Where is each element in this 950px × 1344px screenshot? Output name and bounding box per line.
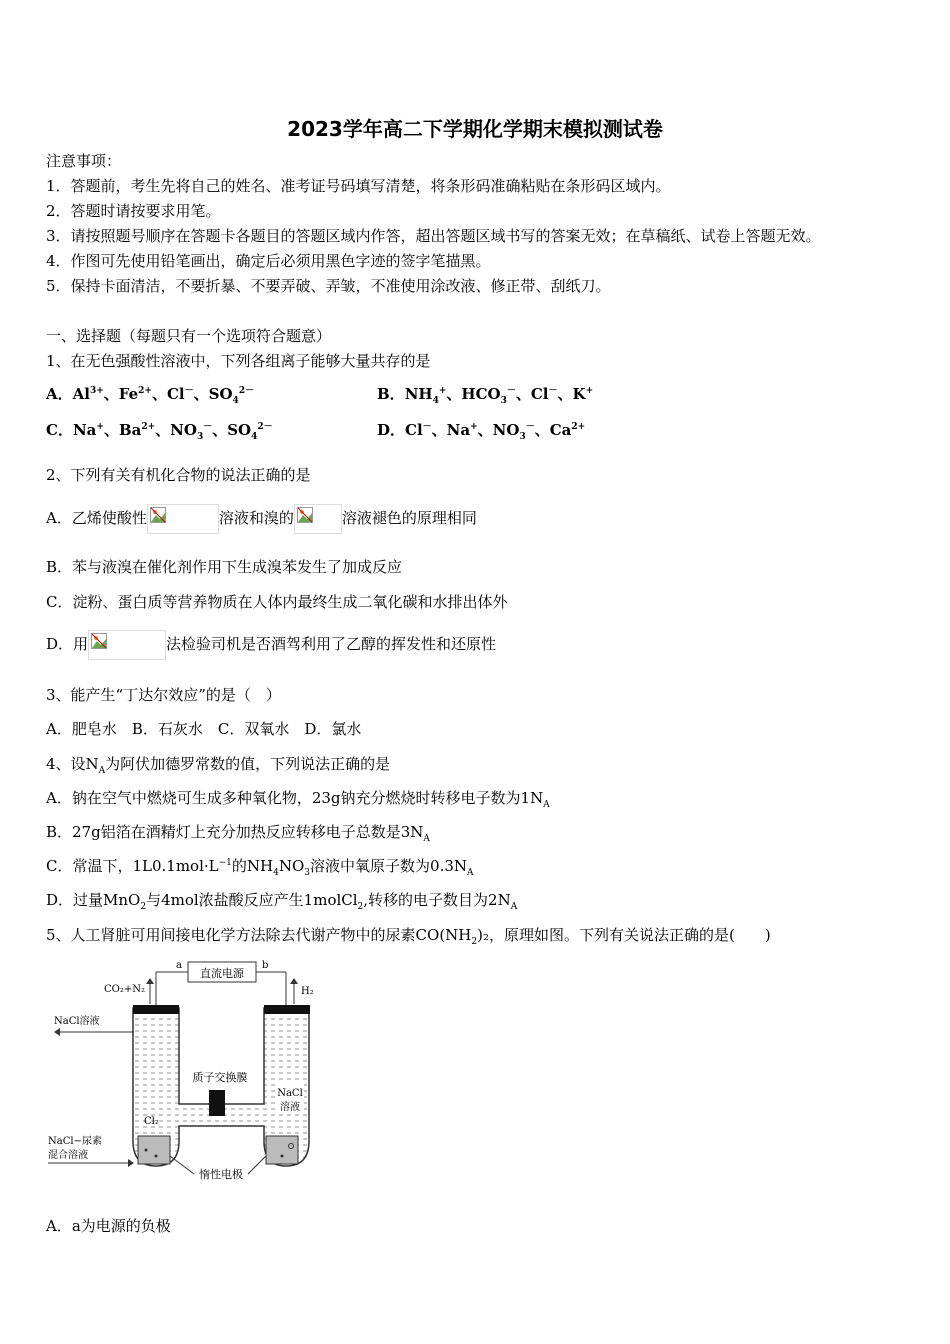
question-stem: 2、下列有关有机化合物的说法正确的是 bbox=[46, 466, 311, 484]
q3-options: A．肥皂水 B．石灰水 C．双氧水 D．氯水 bbox=[46, 720, 362, 738]
cl2-label: Cl₂ bbox=[144, 1116, 159, 1127]
question-stem: 4、设$N_A$为阿伏加德罗常数的值，下列说法正确的是 bbox=[46, 755, 391, 776]
notice-heading: 注意事项： bbox=[46, 152, 122, 170]
question-stem: 5、人工肾脏可用间接电化学方法除去代谢产物中的尿素$CO(NH_2)_2$，原理如图。下列有关说法正确的是( ) bbox=[46, 926, 771, 947]
q2-option-b: B．苯与液溴在催化剂作用下生成溴苯发生了加成反应 bbox=[46, 558, 403, 576]
mixture-label-2: 混合溶液 bbox=[48, 1150, 88, 1161]
q1-option-d: D．Cl－、Na+、$NO_3^-$、$Ca^{2+}$ bbox=[377, 421, 586, 442]
terminal-b-label: b bbox=[262, 960, 269, 971]
q2-option-a: A．乙烯使酸性 溶液和溴的 溶液褪色的原理相同 bbox=[46, 500, 477, 536]
co2-n2-label: CO₂+N₂ bbox=[104, 984, 145, 995]
page-title: 2023学年高二下学期化学期末模拟测试卷 bbox=[287, 117, 663, 141]
broken-image-icon bbox=[294, 504, 342, 534]
q4-option-a: A．钠在空气中燃烧可生成多种氧化物，23g钠充分燃烧时转移电子数为$1N_A$ bbox=[46, 789, 550, 810]
question-stem: 3、能产生“丁达尔效应”的是（ ） bbox=[46, 686, 281, 704]
mixture-label-1: NaCl−尿素 bbox=[48, 1136, 102, 1147]
broken-image-icon bbox=[147, 504, 219, 534]
electrode-label: 惰性电极 bbox=[199, 1168, 243, 1181]
notice-item: 4．作图可先使用铅笔画出，确定后必须用黑色字迹的签字笔描黑。 bbox=[46, 252, 491, 270]
membrane-label: 质子交换膜 bbox=[192, 1071, 248, 1084]
notice-item: 1．答题前，考生先将自己的姓名、准考证号码填写清楚，将条形码准确粘贴在条形码区域内。 bbox=[46, 177, 671, 195]
terminal-a-label: a bbox=[176, 960, 182, 971]
q4-option-b: B．27g铝箔在酒精灯上充分加热反应转移电子总数是$3N_A$ bbox=[46, 823, 430, 844]
h2-label: H₂ bbox=[301, 986, 314, 997]
nacl-right-label-2: 溶液 bbox=[280, 1102, 300, 1113]
electrolysis-diagram bbox=[46, 956, 336, 1196]
question-stem: 1、在无色强酸性溶液中，下列各组离子能够大量共存的是 bbox=[46, 352, 431, 370]
notice-item: 5．保持卡面清洁，不要折暴、不要弄破、弄皱，不准使用涂改液、修正带、刮纸刀。 bbox=[46, 277, 611, 295]
q1-option-b: B．$NH_4^+$、$HCO_3^-$、Cl－、K+ bbox=[377, 385, 594, 406]
notice-item: 2．答题时请按要求用笔。 bbox=[46, 202, 221, 220]
section-heading: 一、选择题（每题只有一个选项符合题意） bbox=[46, 327, 332, 345]
q4-option-d: D．过量MnO$_2$与4mol浓盐酸反应产生1molCl$_2$,转移的电子数目为$2N_A$ bbox=[46, 891, 518, 912]
nacl-right-label: NaCl bbox=[277, 1088, 303, 1099]
notice-item: 3．请按照题号顺序在答题卡各题目的答题区域内作答，超出答题区域书写的答案无效；在草稿纸、试卷上答题无效。 bbox=[46, 227, 821, 245]
q5-option-a: A．a为电源的负极 bbox=[46, 1217, 171, 1235]
broken-image-icon bbox=[88, 630, 166, 660]
q1-option-a: A．$Al^{3+}$、$Fe^{2+}$、Cl－、$SO_4^{2-}$ bbox=[46, 385, 255, 406]
nacl-out-label: NaCl溶液 bbox=[54, 1016, 100, 1027]
power-label: 直流电源 bbox=[200, 967, 244, 980]
q4-option-c: C．常温下，$1L0.1mol\cdot L^{-1}$的$NH_4NO_3$溶液中氧原子数为$0.3N_A$ bbox=[46, 857, 474, 878]
q2-option-c: C．淀粉、蛋白质等营养物质在人体内最终生成二氧化碳和水排出体外 bbox=[46, 593, 508, 611]
q1-option-c: C．Na+、$Ba^{2+}$、$NO_3^-$、$SO_4^{2-}$ bbox=[46, 421, 273, 442]
q2-option-d: D．用 法检验司机是否酒驾利用了乙醇的挥发性和还原性 bbox=[46, 626, 496, 662]
